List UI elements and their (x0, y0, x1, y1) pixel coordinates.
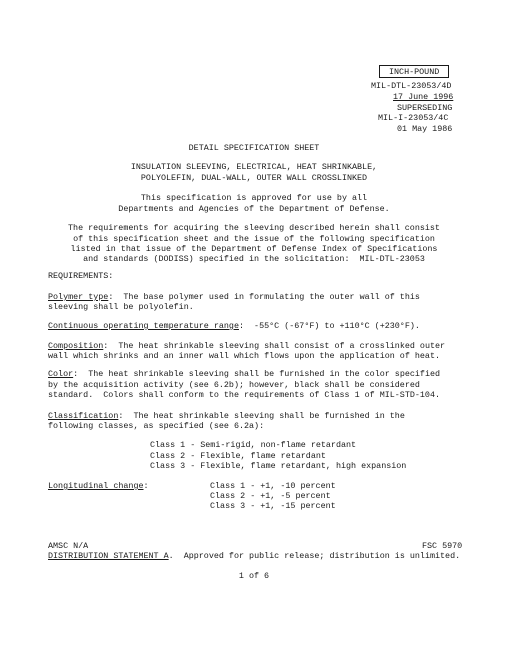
color-label: Color (48, 369, 74, 379)
intro-line-2: of this specification sheet and the issue of the following specification (73, 234, 435, 244)
intro-line-1: The requirements for acquiring the sleeving described herein shall consist (68, 223, 440, 233)
longitudinal-paragraph (48, 481, 149, 492)
composition-text-line-2: wall which shrinks and an inner wall which flows upon the application of heat. (48, 351, 441, 361)
longitudinal-value: Class 1 - +1, -10 percent (210, 481, 336, 491)
fsc-label: FSC 5970 (422, 541, 463, 551)
polymer-paragraph (48, 292, 420, 303)
intro-line-3: listed in that issue of the Department of Defense Index of Specifications (70, 244, 438, 254)
composition-paragraph (48, 341, 445, 352)
longitudinal-value: Class 3 - +1, -15 percent (210, 501, 336, 511)
color-text-line-3: standard. Colors shall conform to the requirements of Class 1 of MIL-STD-104. (48, 390, 441, 400)
classification-text-line-2: following classes, as specified (see 6.2a): (48, 421, 265, 431)
inch-pound-label: INCH-POUND (389, 67, 440, 77)
color-text-line-1: : The heat shrinkable sleeving shall be furnished in the color specified (73, 369, 441, 379)
temperature-range-label: Continuous operating temperature range (48, 321, 239, 331)
class-item: Class 1 - Semi-rigid, non-flame retardant (150, 440, 357, 450)
document-number: MIL-DTL-23053/4D (371, 81, 452, 91)
classification-label: Classification (48, 411, 119, 421)
classification-paragraph (48, 411, 405, 422)
amsc-label: AMSC N/A (48, 541, 89, 551)
class-item: Class 2 - Flexible, flame retardant (150, 451, 326, 461)
approval-line-2: Departments and Agencies of the Department of Defense. (118, 204, 390, 214)
document-date: 17 June 1996 (393, 92, 454, 102)
superseded-document-number: MIL-I-23053/4C (378, 113, 449, 123)
composition-text-line-1: : The heat shrinkable sleeving shall consist of a crosslinked outer (103, 341, 446, 351)
polymer-type-label: Polymer type (48, 292, 109, 302)
superseded-document-date: 01 May 1986 (397, 124, 453, 134)
distribution-statement-label: DISTRIBUTION STATEMENT A (48, 551, 169, 561)
title-line-2: POLYOLEFIN, DUAL-WALL, OUTER WALL CROSSLINKED (140, 173, 368, 183)
approval-line-1: This specification is approved for use by all (140, 193, 368, 203)
class-item: Class 3 - Flexible, flame retardant, high expansion (150, 461, 407, 471)
temperature-range-text: : -55°C (-67°F) to +110°C (+230°F). (238, 321, 420, 331)
temperature-paragraph (48, 321, 420, 332)
distribution-statement (48, 551, 460, 562)
composition-label: Composition (48, 341, 104, 351)
superseding-label: SUPERSEDING (397, 103, 453, 113)
longitudinal-change-label: Longitudinal change (48, 481, 144, 491)
longitudinal-colon: : (143, 481, 149, 491)
polymer-text-line-2: sleeving shall be polyolefin. (48, 302, 194, 312)
page-number: 1 of 6 (238, 571, 270, 581)
polymer-text-line-1: : The base polymer used in formulating the outer wall of this (108, 292, 420, 302)
document-heading: DETAIL SPECIFICATION SHEET (188, 143, 320, 153)
longitudinal-value: Class 2 - +1, -5 percent (210, 491, 331, 501)
distribution-statement-text: . Approved for public release; distribution is unlimited. (168, 551, 461, 561)
color-paragraph (48, 369, 440, 380)
intro-line-4: and standards (DODISS) specified in the solicitation: MIL-DTL-23053 (83, 254, 425, 264)
title-line-1: INSULATION SLEEVING, ELECTRICAL, HEAT SHRINKABLE, (130, 162, 378, 172)
classification-text-line-1: : The heat shrinkable sleeving shall be furnished in the (118, 411, 405, 421)
requirements-heading: REQUIREMENTS: (48, 271, 114, 281)
color-text-line-2: by the acquisition activity (see 6.2b); however, black shall be considered (48, 380, 420, 390)
